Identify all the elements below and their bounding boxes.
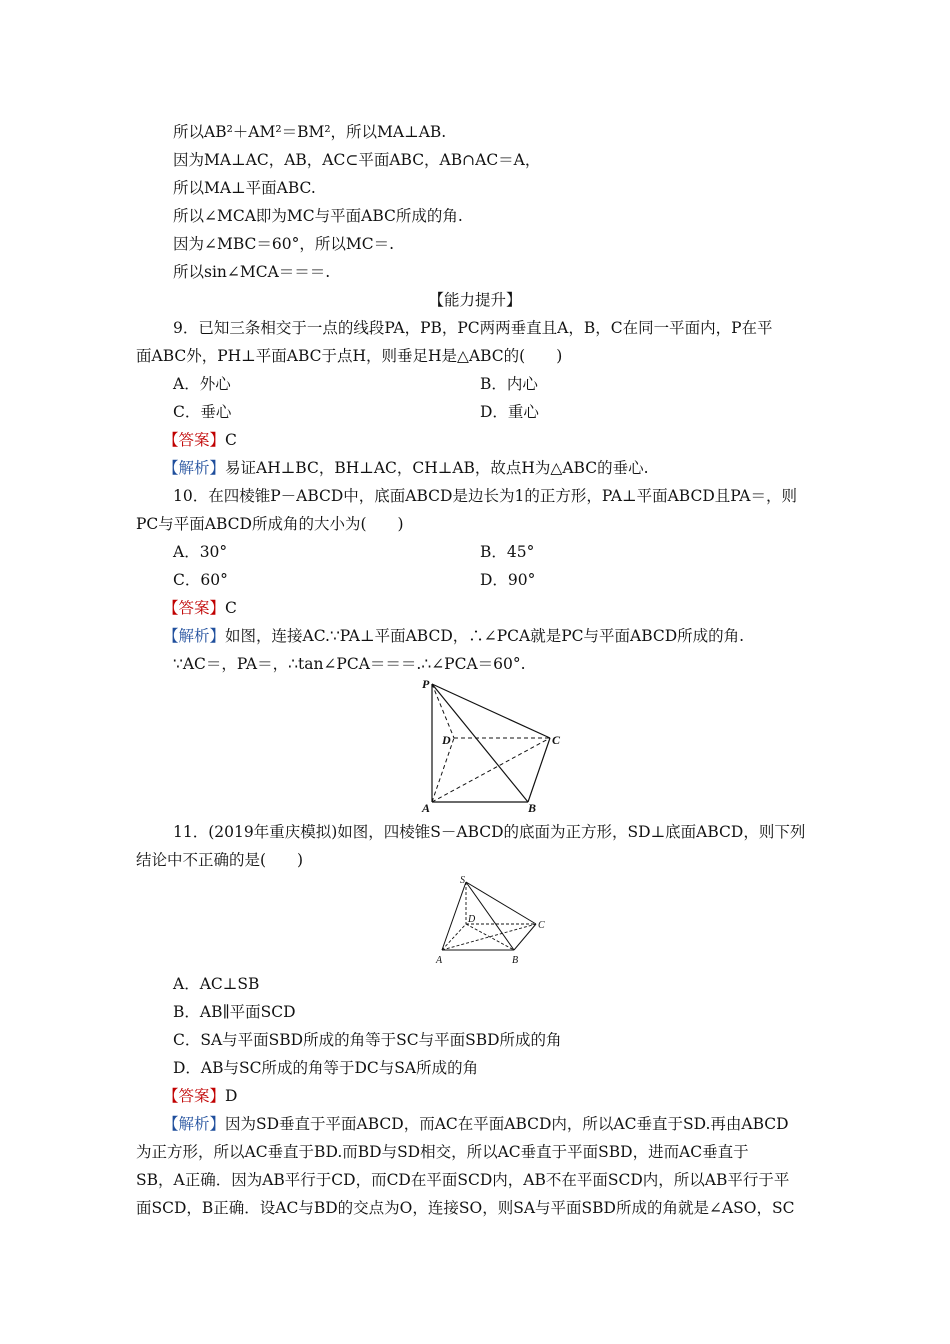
- label-b: B: [528, 801, 537, 815]
- q10-option-d: D．90°: [480, 571, 536, 589]
- text-line-6: 所以sin∠MCA＝＝＝.: [173, 263, 331, 281]
- q11-explanation-line-3: SB，A正确．因为AB平行于CD，而CD在平面SCD内，AB不在平面SCD内，所以AB平行于平: [136, 1171, 790, 1189]
- explanation-tag: 【解析】: [163, 459, 226, 477]
- q10-option-a: A．30°: [173, 543, 228, 561]
- q9-option-a: A．外心: [173, 375, 231, 393]
- q10-explanation-line-1: [163, 626, 744, 646]
- pyramid-figure-q10: [418, 676, 568, 816]
- label-d: D: [468, 914, 476, 925]
- q11-stem-line-2: 结论中不正确的是( ): [136, 851, 304, 869]
- hidden-edge-db: [466, 924, 514, 950]
- answer-value: C: [225, 599, 237, 617]
- label-b: B: [512, 955, 519, 966]
- q10-stem-line-2: PC与平面ABCD所成角的大小为( ): [136, 515, 404, 533]
- q11-option-d: D．AB与SC所成的角等于DC与SA所成的角: [173, 1059, 479, 1077]
- q11-option-a: A．AC⊥SB: [173, 975, 260, 993]
- q9-option-d: D．重心: [480, 403, 539, 421]
- edge-pc: [432, 684, 550, 738]
- q10-stem-line-1: 10．在四棱锥P－ABCD中，底面ABCD是边长为1的正方形，PA⊥平面ABCD且PA＝，则: [173, 487, 797, 505]
- edge-sa: [442, 882, 466, 950]
- answer-value: C: [225, 431, 237, 449]
- explanation-text: 如图，连接AC.∵PA⊥平面ABCD，∴∠PCA就是PC与平面ABCD所成的角.: [225, 627, 745, 645]
- explanation-tag: 【解析】: [163, 627, 226, 645]
- text-line-2: 因为MA⊥AC，AB，AC⊂平面ABC，AB∩AC＝A，: [173, 151, 541, 169]
- text-line-1: 所以AB²＋AM²＝BM²，所以MA⊥AB.: [173, 123, 447, 141]
- text-line-3: 所以MA⊥平面ABC.: [173, 179, 316, 197]
- pyramid-figure-q11: [430, 874, 550, 970]
- text-line-5: 因为∠MBC＝60°，所以MC＝.: [173, 235, 395, 253]
- q10-option-c: C．60°: [173, 571, 228, 589]
- q9-option-b: B．内心: [480, 375, 538, 393]
- answer-tag: 【答案】: [163, 1087, 226, 1105]
- edge-sc: [466, 882, 536, 924]
- label-a: A: [436, 955, 443, 966]
- edge-bc: [514, 924, 536, 950]
- hidden-edge-ad: [442, 924, 466, 950]
- label-d: D: [442, 733, 451, 747]
- answer-tag: 【答案】: [163, 599, 226, 617]
- q10-explanation-line-2: ∵AC＝，PA＝，∴tan∠PCA＝＝＝.∴∠PCA＝60°.: [173, 655, 526, 673]
- answer-value: D: [225, 1087, 238, 1105]
- label-p: P: [422, 677, 430, 691]
- q11-explanation-line-2: 为正方形，所以AC垂直于BD.而BD与SD相交，所以AC垂直于平面SBD，进而AC垂直于: [136, 1143, 749, 1161]
- q11-answer: [163, 1086, 237, 1106]
- q9-explanation: [163, 458, 649, 478]
- label-a: A: [422, 801, 431, 815]
- q10-answer: [163, 598, 237, 618]
- label-s: S: [460, 875, 465, 886]
- section-title: 【能力提升】: [428, 291, 522, 309]
- q11-explanation-line-1: [163, 1114, 789, 1134]
- explanation-text: 因为SD垂直于平面ABCD，而AC在平面ABCD内，所以AC垂直于SD.再由ABCD: [225, 1115, 789, 1133]
- text-line-4: 所以∠MCA即为MC与平面ABC所成的角.: [173, 207, 463, 225]
- answer-tag: 【答案】: [163, 431, 226, 449]
- hidden-edge-ac: [432, 738, 550, 802]
- q11-option-c: C．SA与平面SBD所成的角等于SC与平面SBD所成的角: [173, 1031, 562, 1049]
- explanation-tag: 【解析】: [163, 1115, 226, 1133]
- explanation-text: 易证AH⊥BC，BH⊥AC，CH⊥AB，故点H为△ABC的垂心.: [225, 459, 649, 477]
- label-c: C: [552, 733, 561, 747]
- q10-option-b: B．45°: [480, 543, 535, 561]
- q11-stem-line-1: 11．(2019年重庆模拟)如图，四棱锥S－ABCD的底面为正方形，SD⊥底面ABCD，则下列: [173, 823, 806, 841]
- hidden-edge-ac: [442, 924, 536, 950]
- label-c: C: [538, 920, 545, 931]
- q9-stem-line-1: 9．已知三条相交于一点的线段PA，PB，PC两两垂直且A，B，C在同一平面内，P在平: [173, 319, 773, 337]
- q9-answer: [163, 430, 237, 450]
- q11-explanation-line-4: 面SCD，B正确．设AC与BD的交点为O，连接SO，则SA与平面SBD所成的角就是∠ASO，SC: [136, 1199, 795, 1217]
- q9-option-c: C．垂心: [173, 403, 232, 421]
- q9-stem-line-2: 面ABC外，PH⊥平面ABC于点H，则垂足H是△ABC的( ): [136, 347, 563, 365]
- q11-option-b: B．AB∥平面SCD: [173, 1003, 296, 1021]
